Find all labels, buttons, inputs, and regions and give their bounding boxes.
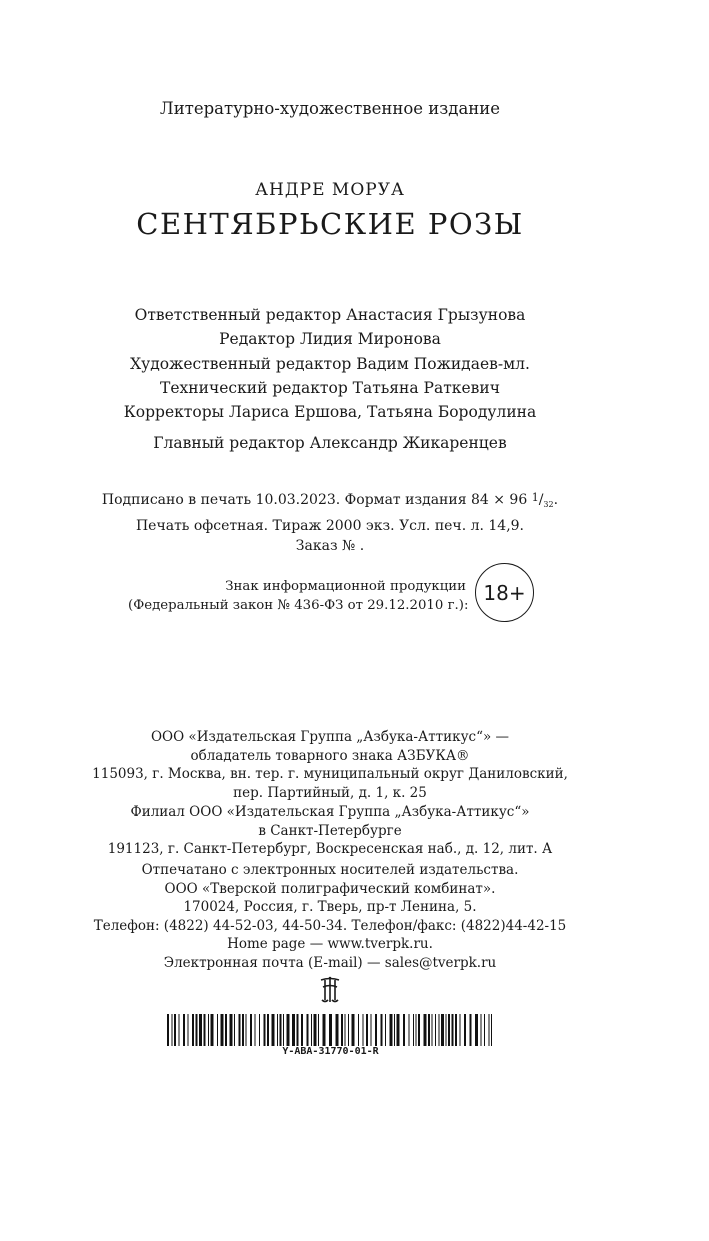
barcode-bar — [403, 1014, 405, 1046]
barcode-bar — [264, 1014, 266, 1046]
format-denominator: 32 — [543, 500, 554, 509]
barcode-bar — [424, 1014, 427, 1046]
barcode-bar — [363, 1014, 364, 1046]
barcode-bar — [323, 1014, 326, 1046]
barcode-bar — [277, 1014, 278, 1046]
barcode-bar — [192, 1014, 194, 1046]
barcode-bar — [230, 1014, 233, 1046]
barcode-bar — [188, 1014, 189, 1046]
barcode-bar — [167, 1014, 169, 1046]
credit-line: Технический редактор Татьяна Раткевич — [160, 378, 500, 397]
barcode-bar — [452, 1014, 454, 1046]
barcode-bar — [221, 1014, 224, 1046]
info-product-mark: Знак информационной продукции (Федеральный закон № 436-ФЗ от 29.12.2010 г.): — [128, 579, 469, 613]
barcode-bar — [301, 1014, 303, 1046]
barcode-bar — [489, 1014, 490, 1046]
barcode-bar — [475, 1014, 478, 1046]
barcode-bar — [375, 1014, 377, 1046]
barcode-bar — [446, 1014, 447, 1046]
barcode-bar — [484, 1014, 485, 1046]
barcode-bar — [314, 1014, 317, 1046]
edition-type: Литературно-художественное издание — [159, 99, 501, 118]
barcode-bar — [217, 1014, 218, 1046]
barcode-bar — [390, 1014, 393, 1046]
barcode-bar — [470, 1014, 472, 1046]
barcode-bar — [179, 1014, 180, 1046]
barcode-bar — [491, 1014, 492, 1046]
barcode-bar — [280, 1014, 282, 1046]
author-name: АНДРЕ МОРУА — [255, 180, 405, 200]
barcode-bar — [204, 1014, 206, 1046]
barcode-bar — [352, 1014, 355, 1046]
barcode-bar — [329, 1014, 332, 1046]
barcode-bar — [292, 1014, 295, 1046]
barcode-bar — [311, 1014, 312, 1046]
print-details — [0, 488, 660, 557]
barcode-bar — [394, 1014, 395, 1046]
barcode-bar — [246, 1014, 247, 1046]
barcode-bar — [448, 1014, 450, 1046]
barcode-bar — [297, 1014, 299, 1046]
editorial-credits — [0, 303, 660, 424]
barcode-bar — [336, 1014, 339, 1046]
barcode-bar — [307, 1014, 309, 1046]
publisher-info: ООО «Издательская Группа „Азбука-Аттикус“» — обладатель товарного знака АЗБУКА® 115093, г. Москва, вн. тер. г. муниципальный округ Даниловский, пер. Партийный, д. 1, к. 25 — [92, 729, 568, 801]
barcode-bar — [234, 1014, 235, 1046]
barcode-bar — [267, 1014, 269, 1046]
credit-line: Ответственный редактор Анастасия Грызунова — [134, 306, 526, 324]
barcode-bar — [460, 1014, 461, 1046]
barcode-bar — [397, 1014, 400, 1046]
barcode-number: Y-ABA-31770-01-R — [282, 1046, 379, 1057]
format-numerator: 1 — [531, 491, 539, 504]
barcode-bar — [432, 1014, 433, 1046]
chief-editor: Главный редактор Александр Жикаренцев — [153, 434, 507, 452]
barcode-bar — [481, 1014, 482, 1046]
print-line: Печать офсетная. Тираж 2000 экз. Усл. печ. л. 14,9. — [135, 517, 525, 534]
barcode — [167, 1014, 494, 1046]
barcode-bar — [455, 1014, 457, 1046]
barcode-bar — [358, 1014, 359, 1046]
barcode-bar — [196, 1014, 198, 1046]
barcode-bar — [250, 1014, 252, 1046]
barcode-bar — [174, 1014, 176, 1046]
publisher-logo-icon — [318, 976, 342, 1004]
barcode-bar — [318, 1014, 319, 1046]
printer-info: Отпечатано с электронных носителей издательства. ООО «Тверской полиграфический комбинат». 170024, Россия, г. Тверь, пр-т Ленина, 5. Телефон: (4822) 44-52-03, 44-50-34. Телефон/факс: (4822)44-42-15 Home page — www.tverpk.ru. Электронная почта (E-mail) — sales@tverpk.ru — [93, 862, 567, 971]
barcode-bar — [242, 1014, 244, 1046]
barcode-bar — [208, 1014, 209, 1046]
barcode-bar — [428, 1014, 430, 1046]
barcode-bar — [255, 1014, 256, 1046]
branch-info: Филиал ООО «Издательская Группа „Азбука-Аттикус“» в Санкт-Петербурге 191123, г. Санкт-Петербург, Воскресенская наб., д. 12, лит. А — [107, 804, 553, 858]
order-number-line: Заказ № . — [295, 538, 365, 554]
barcode-bar — [259, 1014, 260, 1046]
barcode-bar — [287, 1014, 290, 1046]
barcode-bar — [385, 1014, 386, 1046]
credit-line: Художественный редактор Вадим Пожидаев-мл. — [130, 354, 530, 373]
barcode-bar — [416, 1014, 417, 1046]
barcode-bar — [348, 1014, 349, 1046]
barcode-bar — [371, 1014, 372, 1046]
barcode-bar — [345, 1014, 346, 1046]
age-rating-badge: 18+ — [475, 563, 534, 622]
book-title: СЕНТЯБРЬСКИЕ РОЗЫ — [136, 207, 524, 241]
print-line: Подписано в печать 10.03.2023. Формат издания 84 × 96 $^1/_{32}$. — [101, 491, 559, 509]
barcode-bar — [409, 1014, 410, 1046]
barcode-bar — [464, 1014, 466, 1046]
barcode-bar — [211, 1014, 214, 1046]
barcode-bar — [341, 1014, 343, 1046]
credit-line: Корректоры Лариса Ершова, Татьяна Бородулина — [123, 403, 537, 422]
barcode-bar — [272, 1014, 275, 1046]
barcode-bar — [366, 1014, 368, 1046]
barcode-bar — [239, 1014, 241, 1046]
barcode-bar — [225, 1014, 227, 1046]
barcode-bar — [439, 1014, 440, 1046]
barcode-bar — [172, 1014, 173, 1046]
barcode-bar — [441, 1014, 444, 1046]
credit-line: Редактор Лидия Миронова — [219, 330, 441, 349]
barcode-bar — [199, 1014, 202, 1046]
barcode-bar — [183, 1014, 185, 1046]
barcode-bar — [283, 1014, 284, 1046]
barcode-bar — [413, 1014, 414, 1046]
barcode-bar — [435, 1014, 436, 1046]
barcode-bar — [381, 1014, 383, 1046]
barcode-bar — [418, 1014, 420, 1046]
